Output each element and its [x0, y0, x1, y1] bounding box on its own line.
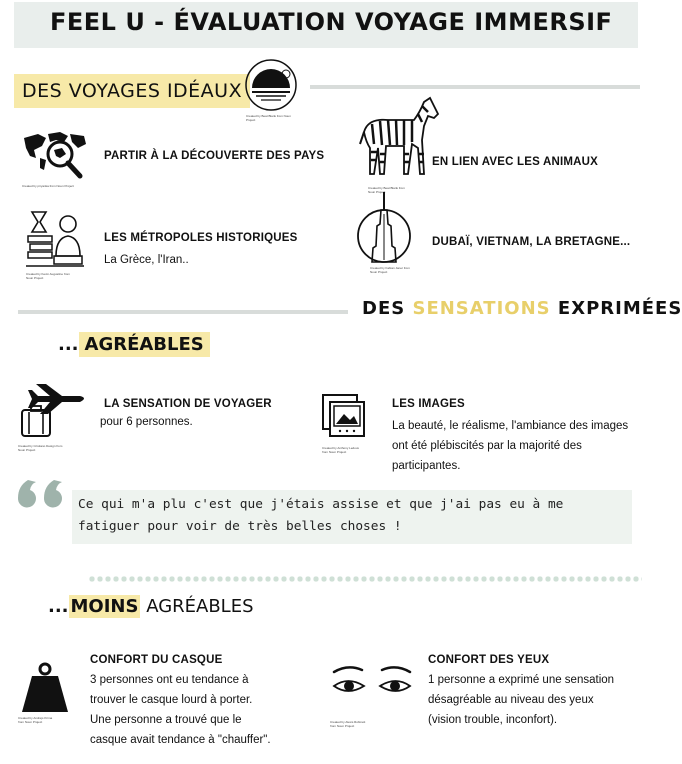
item-text: La Grèce, l'Iran.. — [104, 254, 189, 266]
ellipsis: ... — [58, 334, 79, 355]
images-icon — [320, 392, 370, 444]
section-title-voyages: DES VOYAGES IDÉAUX — [14, 74, 250, 108]
dotted-divider — [88, 576, 642, 582]
text-line: 3 personnes ont eu tendance à — [90, 674, 249, 686]
item-title: LES MÉTROPOLES HISTORIQUES — [104, 232, 298, 244]
icon-credit: Created by Beat Blank from Noun Project — [368, 186, 405, 194]
icon-credit: Created by Cristiano Design from Noun Project — [18, 444, 63, 452]
eyes-icon — [330, 664, 414, 704]
weight-icon — [18, 662, 72, 716]
item-title: DUBAÏ, VIETNAM, LA BRETAGNE... — [432, 236, 631, 248]
item-title: CONFORT DES YEUX — [428, 654, 550, 666]
item-title: LES IMAGES — [392, 398, 465, 410]
item-text — [90, 670, 330, 750]
history-statue-icon — [24, 208, 86, 270]
item-text — [392, 416, 652, 476]
sunset-icon — [244, 58, 298, 112]
text-line: participantes. — [392, 460, 461, 472]
text-line: La beauté, le réalisme, l'ambiance des images — [392, 420, 629, 432]
icon-credit: Created by priyanka from Noun Project — [22, 184, 74, 188]
title-accent-word: SENSATIONS — [412, 298, 551, 319]
divider-line — [18, 310, 348, 314]
icon-credit: Created by Alexis Robinett from Noun Project — [330, 720, 366, 728]
page-title: FEEL U - ÉVALUATION VOYAGE IMMERSIF — [50, 8, 613, 36]
label-highlight: MOINS — [70, 596, 139, 617]
text-line: désagréable au niveau des yeux — [428, 694, 594, 706]
text-line: Une personne a trouvé que le — [90, 714, 242, 726]
label-rest: AGRÉABLES — [140, 596, 254, 617]
airplane-suitcase-icon — [18, 380, 90, 440]
item-title: CONFORT DU CASQUE — [90, 654, 223, 666]
icon-credit: Created by Beat Blank from Noun Project — [246, 114, 291, 122]
subsection-title-negative — [48, 596, 254, 617]
icon-credit: Created by Andrejs Kirma from Noun Project — [18, 716, 53, 724]
ellipsis: ... — [48, 596, 69, 617]
divider-line — [310, 85, 640, 89]
skyscraper-icon — [356, 190, 412, 266]
quote-text: Ce qui m'a plu c'est que j'étais assise et que j'ai pas eu à me fatiguer pour voir de très belles choses ! — [78, 497, 564, 534]
item-title: PARTIR À LA DÉCOUVERTE DES PAYS — [104, 150, 325, 162]
item-text: pour 6 personnes. — [100, 416, 193, 428]
icon-credit: Created by Fabian Janer from Noun Project — [370, 266, 410, 274]
zebra-icon — [358, 92, 442, 182]
title-word: DES — [362, 298, 406, 319]
world-map-magnifier-icon — [20, 128, 90, 184]
subsection-title-positive — [58, 334, 210, 355]
icon-credit: Created by Anthony Ledoux from Noun Project — [322, 446, 360, 454]
text-line: (vision trouble, inconfort). — [428, 714, 558, 726]
text-line: trouver le casque lourd à porter. — [90, 694, 253, 706]
text-line: casque avait tendance à "chauffer". — [90, 734, 271, 746]
section-title-sensations — [362, 298, 682, 319]
text-line: ont été plébiscités par la majorité des — [392, 440, 582, 452]
icon-credit: Created by Kevin Augustine from Noun Project — [26, 272, 70, 280]
item-title: EN LIEN AVEC LES ANIMAUX — [432, 156, 599, 168]
label-highlight: AGRÉABLES — [79, 332, 210, 357]
text-line: 1 personne a exprimé une sensation — [428, 674, 615, 686]
item-title: LA SENSATION DE VOYAGER — [104, 398, 272, 410]
quote-mark-icon — [16, 474, 66, 514]
title-word: EXPRIMÉES — [557, 298, 682, 319]
item-text — [428, 670, 658, 730]
